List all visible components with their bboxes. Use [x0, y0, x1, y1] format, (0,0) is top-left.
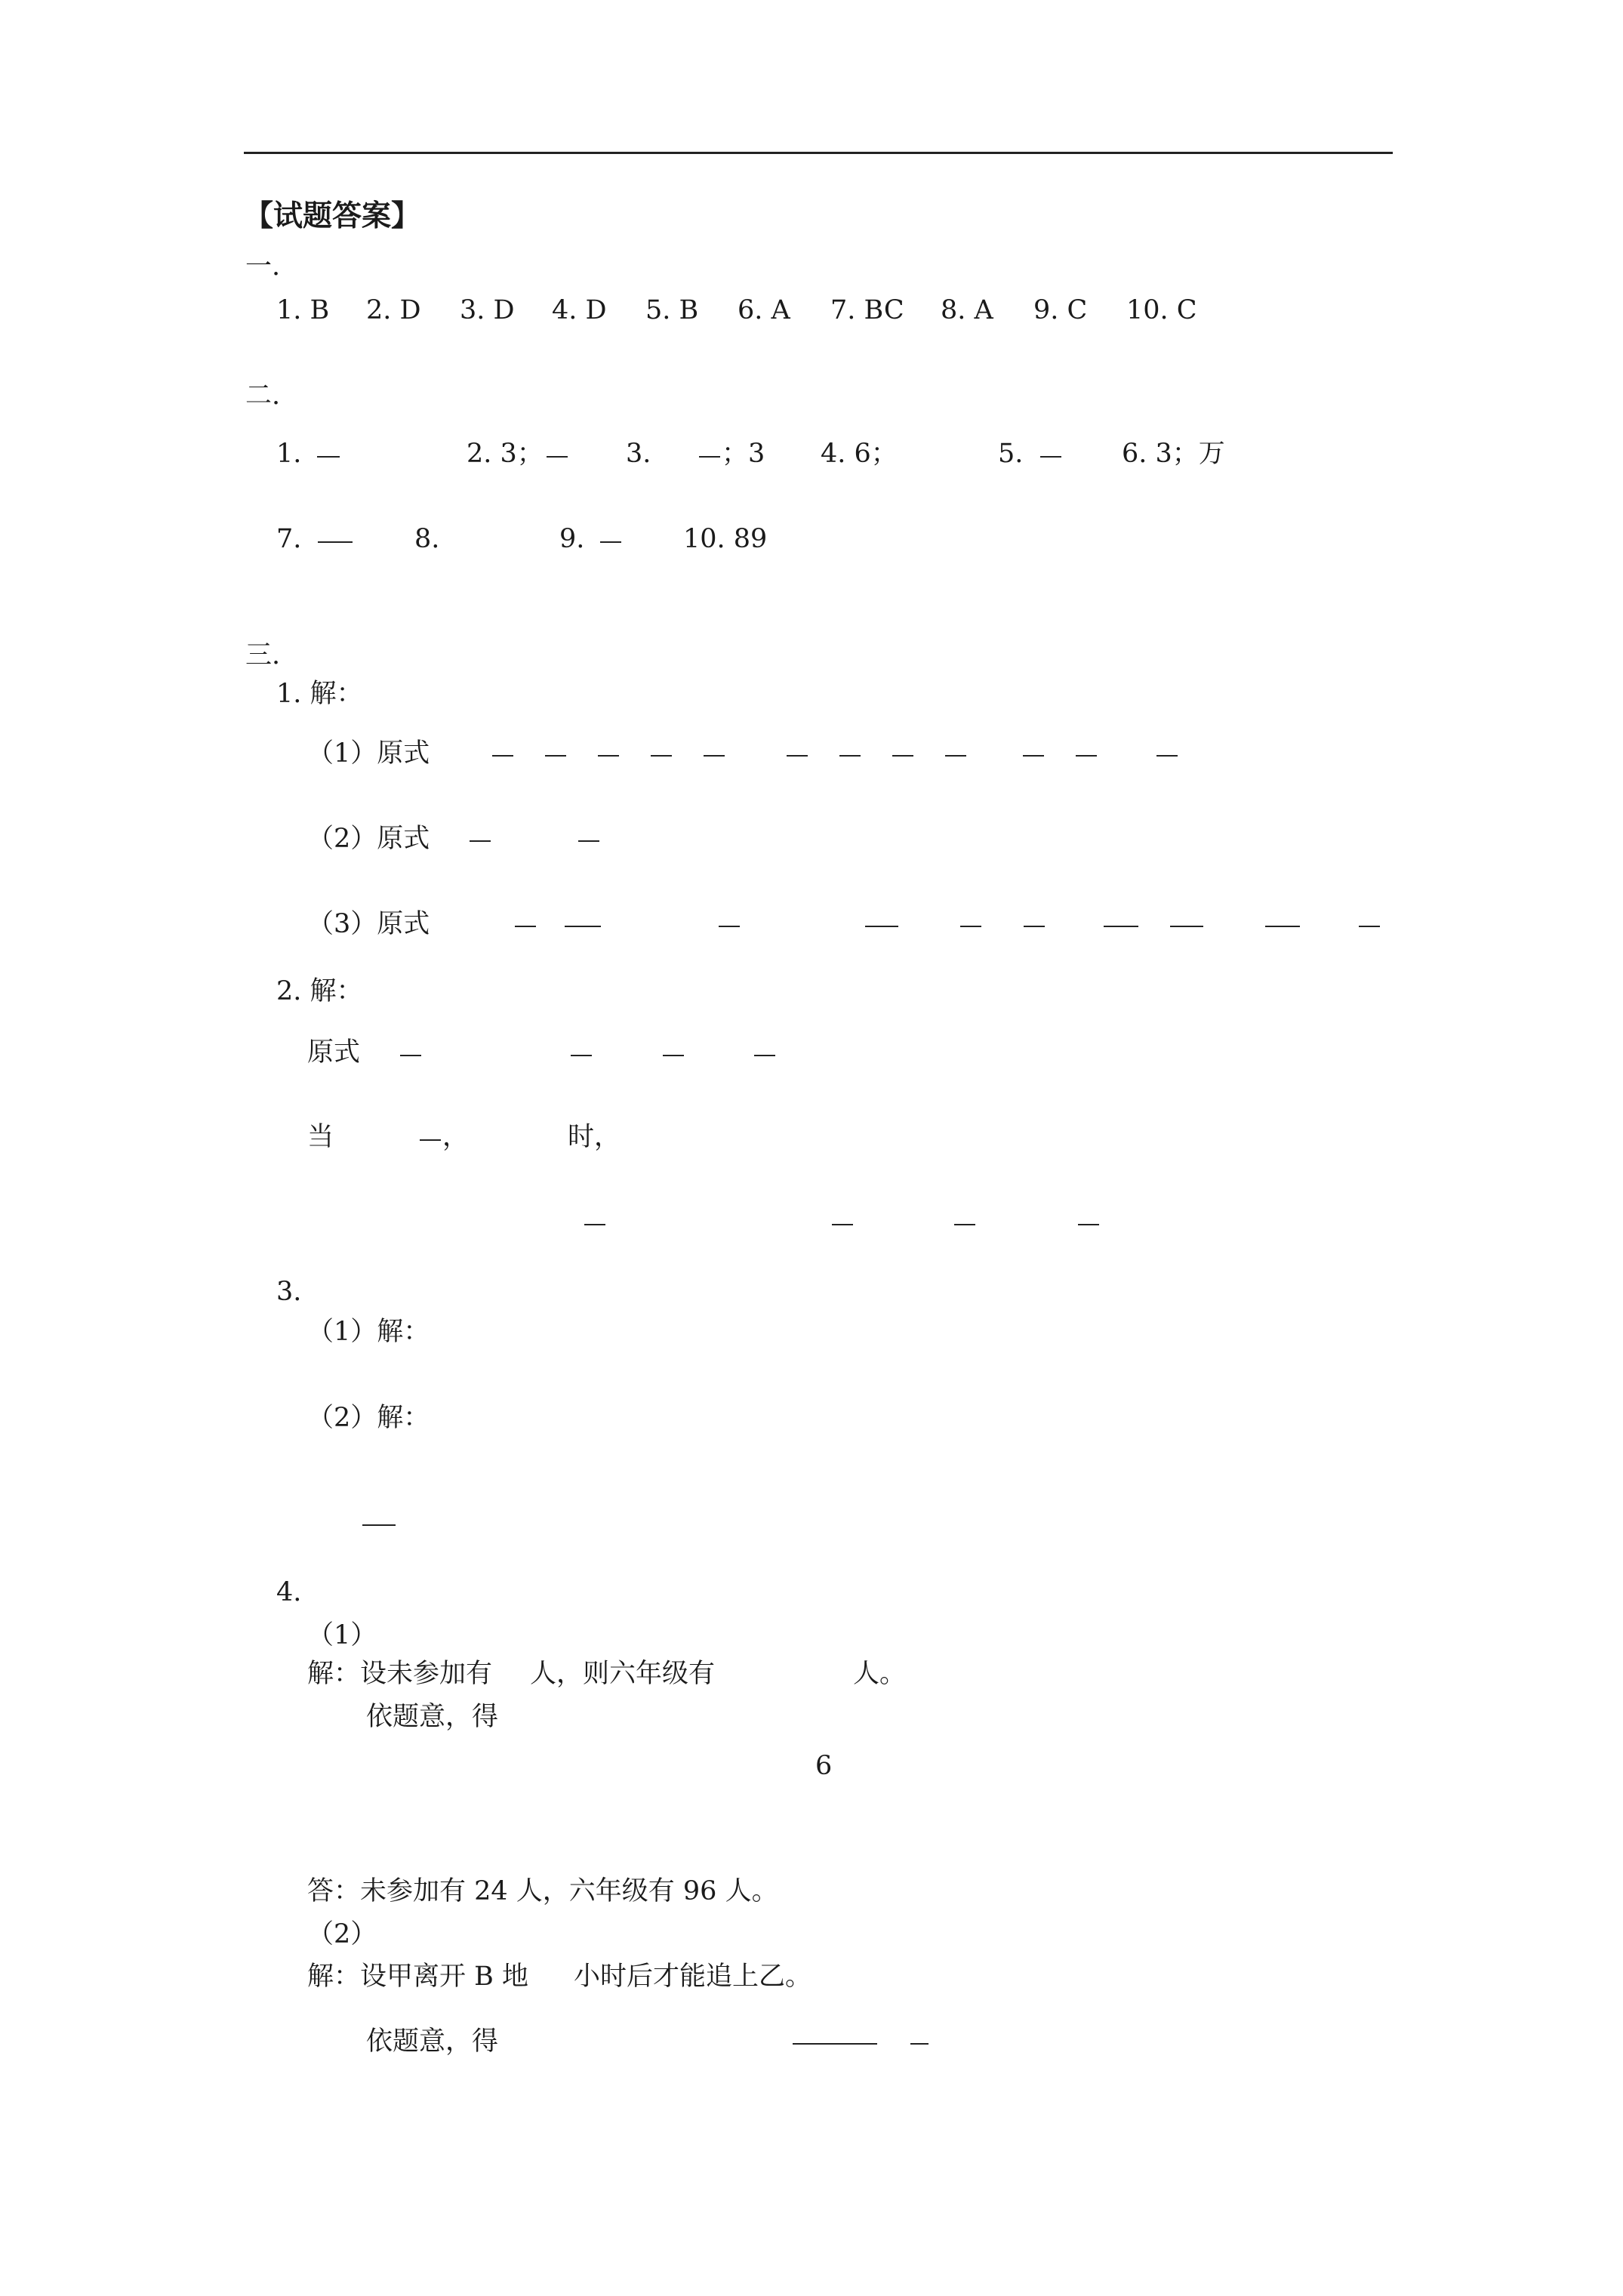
fraction-bar	[719, 926, 740, 927]
fraction-bar	[515, 926, 536, 927]
q4-part2-according: 依题意，得	[366, 2026, 499, 2057]
fill-item: 2. 3；	[467, 439, 544, 469]
fraction-bar	[400, 1055, 421, 1056]
fraction-bar	[1040, 456, 1061, 458]
q4-part2-label: （2）	[307, 1919, 377, 1949]
q4-part2-solve: 解：设甲离开 B 地	[307, 1962, 528, 1992]
fraction-bar	[892, 755, 913, 757]
fill-item: 6. 3；万	[1122, 439, 1225, 469]
fill-item: 9.	[559, 524, 585, 554]
answer-item: 2. D	[366, 295, 421, 325]
answer-item: 8. A	[941, 295, 993, 325]
q2-number: 2. 解：	[276, 976, 363, 1006]
answer-item: 5. B	[645, 295, 699, 325]
fraction-bar	[1023, 755, 1044, 757]
fill-item: 7.	[276, 524, 302, 554]
fill-item: 10. 89	[683, 524, 768, 554]
fraction-bar	[954, 1224, 975, 1225]
fraction-bar	[600, 541, 621, 543]
fraction-bar	[1156, 755, 1178, 757]
q1-number: 1. 解：	[276, 679, 363, 709]
fraction-bar	[793, 2043, 877, 2045]
answer-item: 7. BC	[830, 295, 904, 325]
fraction-bar	[945, 755, 966, 757]
q3-number: 3.	[276, 1277, 302, 1307]
answer-item: 4. D	[552, 295, 607, 325]
answer-item: 3. D	[460, 295, 515, 325]
part1-label: 一.	[245, 251, 281, 282]
fraction-bar	[787, 755, 808, 757]
answer-item: 6. A	[738, 295, 790, 325]
fraction-bar	[318, 541, 353, 543]
fraction-bar	[699, 456, 720, 458]
answer-item: 9. C	[1033, 295, 1088, 325]
fraction-bar	[1359, 926, 1380, 927]
fraction-bar	[547, 456, 568, 458]
fraction-bar	[492, 755, 513, 757]
fraction-bar	[1024, 926, 1045, 927]
q2-comma: ，	[442, 1122, 470, 1152]
fraction-bar	[663, 1055, 684, 1056]
q1-line: （2）原式	[307, 824, 430, 854]
q2-when: 当	[307, 1122, 334, 1152]
q4-part1-label: （1）	[307, 1620, 377, 1650]
fraction-bar	[651, 755, 672, 757]
q2-time: 时，	[568, 1122, 621, 1152]
fill-item: 4. 6；	[821, 439, 898, 469]
q2-line: 原式	[307, 1037, 361, 1068]
q4-part1-according: 依题意，得	[366, 1702, 499, 1732]
q4-part1-solve: 解：设未参加有	[307, 1659, 493, 1689]
fill-item: ；3	[722, 439, 765, 469]
part2-label: 二.	[245, 381, 281, 411]
q1-line: （1）原式	[307, 738, 430, 769]
fraction-bar	[565, 926, 601, 927]
answer-title: 【试题答案】	[244, 199, 421, 233]
q4-part1-solve: 人，则六年级有	[530, 1659, 716, 1689]
fraction-bar	[470, 840, 491, 842]
fraction-bar	[571, 1055, 592, 1056]
fraction-bar	[362, 1524, 396, 1526]
q4-part1-answer: 答：未参加有 24 人，六年级有 96 人。	[307, 1876, 778, 1906]
q3-part1: （1）解：	[307, 1317, 430, 1347]
fraction-bar	[1104, 926, 1138, 927]
fraction-bar	[960, 926, 981, 927]
fill-item: 1.	[276, 439, 302, 469]
fraction-bar	[317, 456, 340, 458]
q3-part2: （2）解：	[307, 1403, 430, 1433]
part3-label: 三.	[245, 640, 281, 670]
fraction-bar	[584, 1224, 605, 1225]
fraction-bar	[545, 755, 566, 757]
header-rule	[244, 152, 1393, 154]
fraction-bar	[1170, 926, 1203, 927]
fraction-bar	[704, 755, 725, 757]
fraction-bar	[1265, 926, 1300, 927]
fraction-bar	[839, 755, 861, 757]
fraction-bar	[420, 1139, 441, 1141]
q4-part2-solve: 小时后才能追上乙。	[574, 1962, 812, 1992]
fraction-bar	[832, 1224, 853, 1225]
fraction-bar	[754, 1055, 775, 1056]
fraction-bar	[865, 926, 898, 927]
fraction-bar	[598, 755, 619, 757]
fill-item: 8.	[414, 524, 440, 554]
fraction-bar	[1076, 755, 1097, 757]
q1-line: （3）原式	[307, 909, 430, 939]
q4-number: 4.	[276, 1577, 302, 1607]
answer-item: 10. C	[1126, 295, 1197, 325]
fill-item: 3.	[626, 439, 651, 469]
fill-item: 5.	[998, 439, 1024, 469]
fraction-bar	[910, 2043, 929, 2045]
answer-item: 1. B	[276, 295, 330, 325]
q4-part1-value: 6	[815, 1751, 833, 1781]
q4-part1-solve: 人。	[853, 1659, 907, 1689]
fraction-bar	[578, 840, 599, 842]
fraction-bar	[1078, 1224, 1099, 1225]
